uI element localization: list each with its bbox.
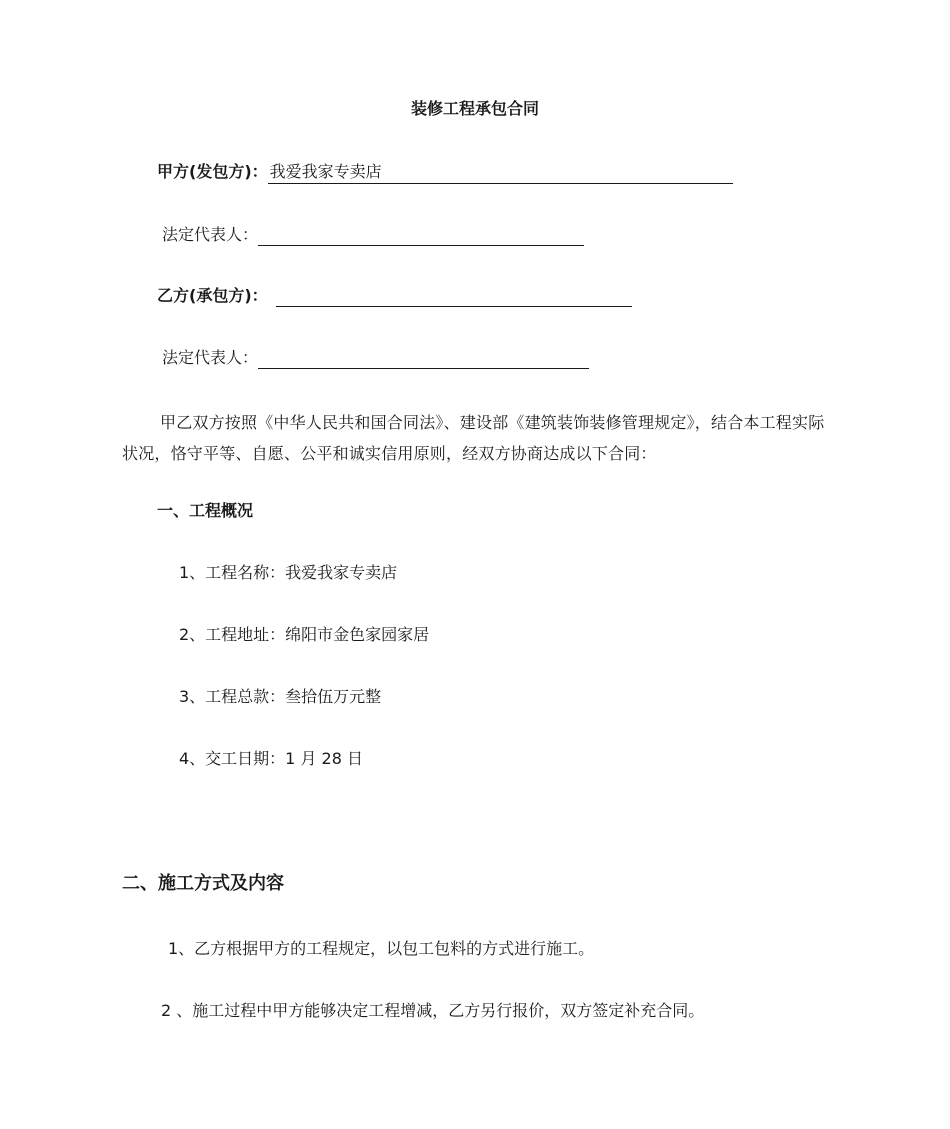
document-title: 装修工程承包合同 — [410, 99, 539, 118]
party-a-row — [157, 161, 733, 184]
section1-item-project-address: 2、工程地址：绵阳市金色家园家居 — [179, 625, 430, 644]
party-b-label: 乙方(承包方)： — [157, 286, 268, 305]
section2-item-construction-method: 1、乙方根据甲方的工程规定，以包工包料的方式进行施工。 — [168, 939, 595, 958]
preamble-paragraph: 甲乙双方按照《中华人民共和国合同法》、建设部《建筑装饰装修管理规定》，结合本工程实际状况，恪守平等、自愿、公平和诚实信用原则，经双方协商达成以下合同： — [122, 413, 825, 463]
party-b-representative-blank — [258, 347, 589, 369]
party-a-representative-label: 法定代表人： — [162, 225, 259, 244]
party-b-representative-row — [162, 347, 589, 369]
section1-heading: 一、工程概况 — [157, 501, 254, 520]
party-b-name-blank — [276, 285, 632, 307]
section1-item-total-amount: 3、工程总款：叁拾伍万元整 — [179, 687, 382, 706]
party-a-representative-row — [162, 224, 584, 246]
section1-item-delivery-date: 4、交工日期：1 月 28 日 — [179, 749, 363, 768]
party-a-representative-blank — [258, 224, 584, 246]
party-a-label: 甲方(发包方)： — [157, 162, 268, 181]
section2-heading: 二、施工方式及内容 — [122, 873, 284, 894]
party-b-row — [157, 285, 632, 307]
section1-item-project-name: 1、工程名称：我爱我家专卖店 — [179, 563, 398, 582]
party-b-representative-label: 法定代表人： — [162, 348, 259, 367]
party-a-name: 我爱我家专卖店 — [268, 161, 733, 184]
section2-item-scope-changes: 2 、施工过程中甲方能够决定工程增减，乙方另行报价，双方签定补充合同。 — [161, 1001, 705, 1020]
